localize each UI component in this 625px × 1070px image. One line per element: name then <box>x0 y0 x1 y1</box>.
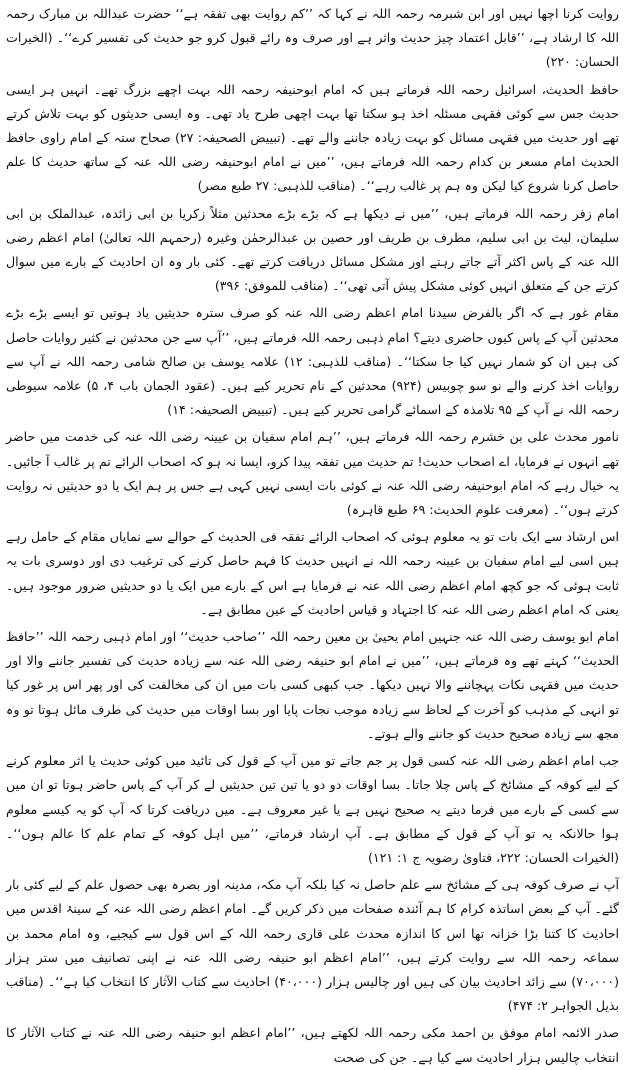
paragraph: اس ارشاد سے ایک بات تو یہ معلوم ہوئی کہ اصحاب الرائے تفقہ فی الحدیث کے حوالے سے نمایاں مقام کے حامل رہے ہیں اسی لیے امام سفیان بن عیینہ رحمہ اللہ نے انہیں حدیث کا فہم حاصل کرنے کی ترغیب دی اور دوسری بات یہ ثابت ہوئی کہ جو کچھ امام اعظم رضی اللہ عنہ نے فرمایا ہے اس کے بارے میں ایک یا دو حدیثیں ضرور موجود ہیں۔ یعنی کہ امام اعظم رضی اللہ عنہ کا اجتہاد و قیاس احادیث کے عین مطابق ہے۔ <box>6 529 619 617</box>
paragraph: جب امام اعظم رضی اللہ عنہ کسی قول پر جم جاتے تو میں آپ کے قول کی تائید میں کوئی حدیث یا اثر معلوم کرنے کے لیے کوفہ کے مشائخ کے پاس چلا جاتا۔ بسا اوقات دو دو یا تین تین حدیثیں لے کر آپ کے پاس حاضر ہوتا تو ان میں سے کسی کے بارے میں فرما دیتے یہ صحیح نہیں ہے یا غیر معروف ہے۔ میں دریافت کرتا کہ آپ کو یہ کیسے معلوم ہوا حالانکہ یہ تو آپ کے قول کے مطابق ہے۔ آپ ارشاد فرماتے، ’’میں اہل کوفہ کے تمام علم کا عالم ہوں‘‘۔ (الخیرات الحسان: ۲۲۲، فتاویٰ رضویہ ج ۱: ۱۲۱) <box>6 753 619 865</box>
paragraph: امام ابو یوسف رضی اللہ عنہ جنہیں امام یحییٰ بن معین رحمہ اللہ ’’صاحب حدیث‘‘ اور امام ذہبی رحمہ اللہ ’’حافظ الحدیث‘‘ کہتے تھے وہ فرماتے ہیں، ’’میں نے امام ابو حنیفہ رضی اللہ عنہ سے زیادہ حدیث کی تفسیر جاننے والا اور حدیث میں فقہی نکات پہچاننے والا نہیں دیکھا۔ جب کبھی کسی بات میں ان کی مخالفت کی اور پھر اس پر غور کیا تو انہی کے مذہب کو آخرت کے لحاظ سے زیادہ موجب نجات پایا اور بسا اوقات میں حدیث کی طرف مائل ہوتا تو وہ مجھ سے زیادہ صحیح حدیث کو جاننے والے ہوتے۔ <box>6 629 619 741</box>
paragraph: صدر الائمہ امام موفق بن احمد مکی رحمہ اللہ لکھتے ہیں، ’’امام اعظم ابو حنیفہ رضی اللہ عنہ نے کتاب الآثار کا انتخاب چالیس ہزار احادیث سے کیا ہے۔ جن کی صحت <box>6 1025 619 1065</box>
paragraph: امام زفر رحمہ اللہ فرماتے ہیں، ’’میں نے دیکھا ہے کہ بڑے بڑے محدثین مثلاً زکریا بن ابی زائدہ، عبدالملک بن ابی سلیمان، لیث بن ابی سلیم، مطرف بن طریف اور حصین بن عبدالرحمٰن وغیرہ (رحمہم اللہ تعالیٰ) امام اعظم رضی اللہ عنہ کے پاس اکثر آتے جاتے رہتے اور مشکل مسائل دریافت کرتے تھے۔ کئی بار وہ ان احادیث کے بارے میں سوال کرتے جن کے متعلق انہیں کوئی مشکل پیش آتی تھی‘‘۔ (مناقب للموفق: ۳۹۶) <box>6 205 619 294</box>
paragraph: مقام غور ہے کہ اگر بالفرض سیدنا امام اعظم رضی اللہ عنہ کو صرف سترہ حدیثیں یاد ہوتیں تو ایسے بڑے بڑے محدثین آپ کے پاس کیوں حاضری دیتے؟ امام ذہبی رحمہ اللہ فرماتے ہیں، ’’آپ سے جن محدثین نے کثیر روایات حاصل کی ہیں ان کو شمار نہیں کیا جا سکتا‘‘۔ (مناقب للذہبی: ۱۲) علامہ یوسف بن صالح شامی رحمہ اللہ نے آپ سے روایات اخذ کرنے والے نو سو چوبیس (۹۲۴) محدثین کے نام تحریر کیے ہیں۔ (عقود الجمان باب ۴، ۵) علامہ سیوطی رحمہ اللہ نے آپ کے ۹۵ تلامذہ کے اسمائے گرامی تحریر کیے ہیں۔ (تبییض الصحیفہ: ۱۴) <box>6 305 619 418</box>
book-page <box>6 2 620 1065</box>
paragraph: آپ نے صرف کوفہ ہی کے مشائخ سے علم حاصل نہ کیا بلکہ آپ مکہ، مدینہ اور بصرہ بھی حصول علم کے لیے کئی بار گئے۔ آپ کے بعض اساتذہ کرام کا ہم آئندہ صفحات میں ذکر کریں گے۔ امام اعظم رضی اللہ عنہ کے سینۂ اقدس میں احادیث کا کتنا بڑا خزانہ تھا اس کا اندازہ محدث علی قاری رحمہ اللہ کے اس قول سے کیجیے، وہ امام محمد بن سماعہ رحمہ اللہ سے روایت کرتے ہیں، ’’امام اعظم ابو حنیفہ رضی اللہ عنہ نے اپنی تصانیف میں ستر ہزار (۷۰،۰۰۰) سے زائد احادیث بیان کی ہیں اور چالیس ہزار (۴۰،۰۰۰) احادیث سے کتاب الآثار کا انتخاب کیا ہے‘‘۔ (مناقب بذیل الجواہر ۲: ۴۷۴) <box>6 877 619 1014</box>
paragraph: نامور محدث علی بن خشرم رحمہ اللہ فرماتے ہیں، ’’ہم امام سفیان بن عیینہ رضی اللہ عنہ کی خدمت میں حاضر تھے انہوں نے فرمایا، اے اصحاب حدیث! تم حدیث میں تفقہ پیدا کرو، ایسا نہ ہو کہ اصحاب الرائے تم پر غالب آ جائیں۔ یہ خیال رہے کہ امام ابوحنیفہ رضی اللہ عنہ نے کوئی بات ایسی نہیں کہی ہے جس پر ہم ایک یا دو حدیثیں نہ روایت کرتے ہوں‘‘۔ (معرفت علوم الحدیث: ۶۹ طبع قاہرہ) <box>6 429 619 518</box>
paragraph: روایت کرنا اچھا نہیں اور ابن شبرمہ رحمہ اللہ نے کہا کہ ’’کم روایت بھی تفقہ ہے‘‘ حضرت عبداللہ بن مبارک رحمہ اللہ کا ارشاد ہے، ’’قابل اعتماد چیز حدیث واثر ہے اور صرف وہ رائے قبول کرو جو حدیث کی تفسیر کرے‘‘۔ (الخیرات الحسان: ۲۲۰) <box>6 6 619 70</box>
paragraph: حافظ الحدیث، اسرائیل رحمہ اللہ فرماتے ہیں کہ امام ابوحنیفہ رحمہ اللہ بہت اچھے بزرگ تھے۔ انہیں ہر ایسی حدیث جس سے کوئی فقہی مسئلہ اخذ ہو سکتا تھا بہت اچھی طرح یاد تھی۔ وہ ایسی حدیثوں کو بہت تلاش کرتے تھے اور حدیث میں فقہی مسائل کو بہت زیادہ جاننے والے تھے۔ (تبییض الصحیفہ: ۲۷) صحاح ستہ کے امام راوی حافظ الحدیث امام مسعر بن کدام رحمہ اللہ فرماتے ہیں، ’’میں نے امام ابوحنیفہ رضی اللہ عنہ کے ساتھ حدیث کا علم حاصل کرنا شروع کیا لیکن وہ ہم پر غالب رہے‘‘۔ (مناقب للذہبی: ۲۷ طبع مصر) <box>6 81 620 194</box>
